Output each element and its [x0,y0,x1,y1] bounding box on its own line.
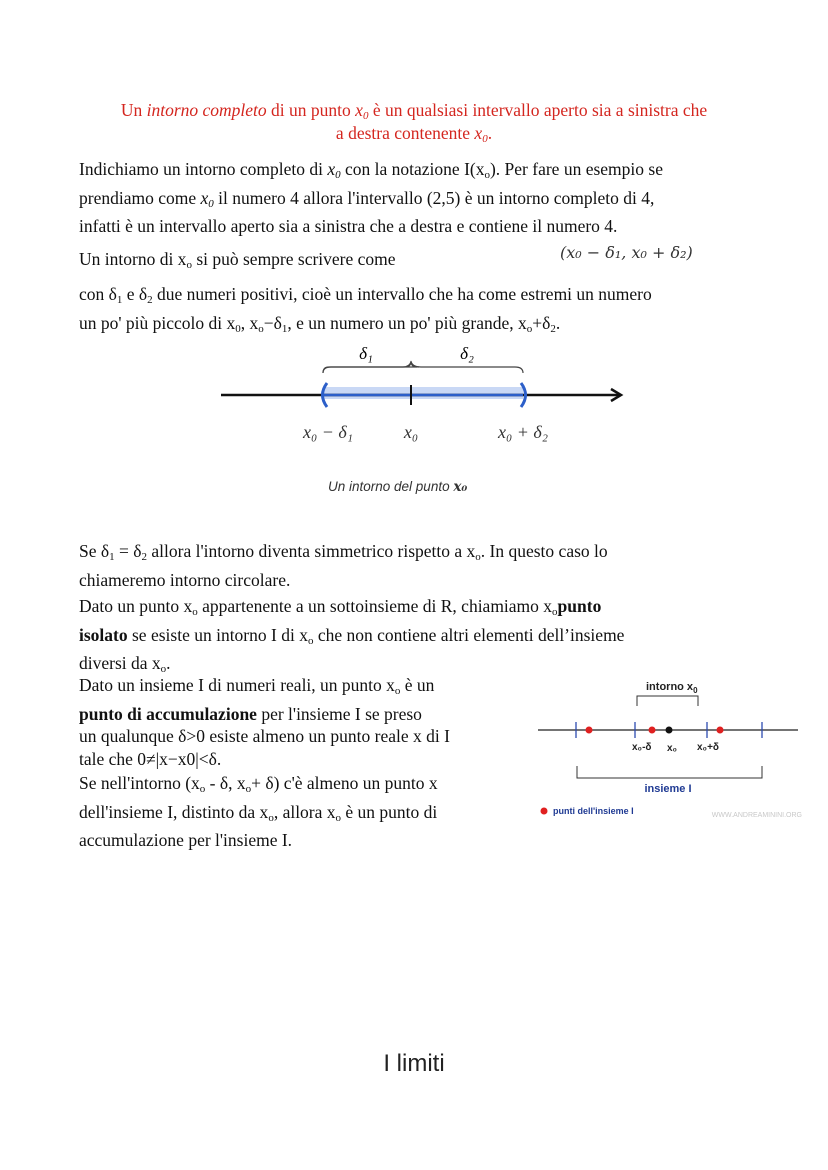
label-x0-minus-delta1: x₀ − δ₁ [302,422,354,442]
paragraph-delta [79,283,759,340]
insieme-bracket [577,766,762,778]
paragraph-line: infatti è un intervallo aperto sia a sinistra che a destra e contiene il numero 4. [79,216,618,236]
neighborhood-diagram [215,335,635,450]
delta1-label: δ₁ [359,344,373,363]
definition-text: è un qualsiasi intervallo aperto sia a sinistra che [368,100,708,120]
label-x0-minus-delta: x₀-δ [632,742,652,753]
paragraph-accumulation [79,674,519,770]
brace-delta1-full [323,362,419,373]
paragraph-line: Dato un insieme I di numeri reali, un punto $x_o$ è un [79,675,435,697]
paragraph-line: dell'insieme I, distinto da $x_o$, allora $x_o$ è un punto di [79,801,438,824]
x0-symbol: $x_0$ [200,187,214,210]
paragraph-line: con $\delta_1$ e $\delta_2$ due numeri positivi, cioè un intervallo che ha come estremi un numero [79,284,652,306]
paragraph-isolated [79,595,759,681]
paragraph-line: Indichiamo un intorno completo di $x_0$ con la notazione $I(x_o)$. Per fare un esempio se [79,159,663,181]
paragraph-form: Un intorno di $x_o$ si può sempre scrivere come [79,249,396,271]
insieme-label: insieme I [644,783,692,795]
definition-line-2 [60,122,768,151]
interval-highlight [323,387,523,399]
paragraph-line: punto di accumulazione per l'insieme I se preso [79,703,422,724]
watermark: WWW.ANDREAMININI.ORG [711,812,802,819]
intorno-label: intorno $x_0$ [646,681,698,695]
set-point [649,727,656,734]
page-footer-title: I limiti [383,1050,445,1077]
paragraph-line: isolato se esiste un intorno I di $x_o$ che non contiene altri elementi dell’insieme [79,624,625,647]
brace-delta2 [411,362,523,373]
definition-text: . [487,123,493,143]
paragraph-line: Dato un punto $x_o$ appartenente a un sottoinsieme di R, chiamiamo $x_opunto$ [79,596,602,618]
paragraph-line: Se $\delta_1 = \delta_2$ allora l'intorno diventa simmetrico rispetto a $x_o$. In questo caso lo [79,541,608,563]
intorno-bracket [637,696,698,706]
center-point [666,727,673,734]
x0-symbol: $x_0$ [474,123,488,145]
legend-label: punti dell'insieme I [553,806,634,816]
delta2-label: δ₂ [460,344,474,363]
set-point [717,727,724,734]
set-point [586,727,593,734]
label-x0: x₀ [403,422,419,442]
legend-dot [541,808,548,815]
accumulation-diagram [530,672,810,822]
label-x0-plus-delta2: x₀ + δ₂ [497,422,549,442]
paragraph-line: un qualunque δ>0 esiste almeno un punto reale x di I [79,726,450,746]
label-x0-plus-delta: x₀+δ [697,742,719,753]
paragraph-line: Se nell'intorno ($x_o$ - δ, $x_o+ \delta$) c'è almeno un punto x [79,773,438,795]
x0-symbol: $x_0$ [355,100,369,122]
paragraph-line: un po' più piccolo di $x_0$, $x_o-\delta_1$, e un numero un po' più grande, $x_o+\delta_2$. [79,312,561,335]
definition-text: Un [120,100,147,120]
definition-text: di un punto [266,100,356,120]
paragraph-line: accumulazione per l'insieme I. [79,830,293,850]
definition-term: intorno completo [146,100,267,120]
label-x0: x₀ [667,743,678,754]
x0-symbol: $x_0$ [327,159,341,181]
paragraph-conclusion [79,772,519,852]
figure1-caption: Un intorno del punto x₀ [328,479,468,495]
definition-text: a destra contenente [335,123,475,143]
paragraph-line: chiameremo intorno circolare. [79,569,291,590]
interval-formula: (x₀ − δ₁, x₀ + δ₂) [560,243,693,262]
paragraph-line: prendiamo come $x_0$ il numero 4 allora l'intervallo (2,5) è un intorno completo di 4, [79,187,655,210]
paragraph-line: tale che 0≠|x−x0|<δ. [79,748,222,769]
paragraph-line: diversi da $x_o$. [79,653,171,675]
paragraph-symmetric [79,540,759,591]
paragraph-notation [79,158,759,238]
